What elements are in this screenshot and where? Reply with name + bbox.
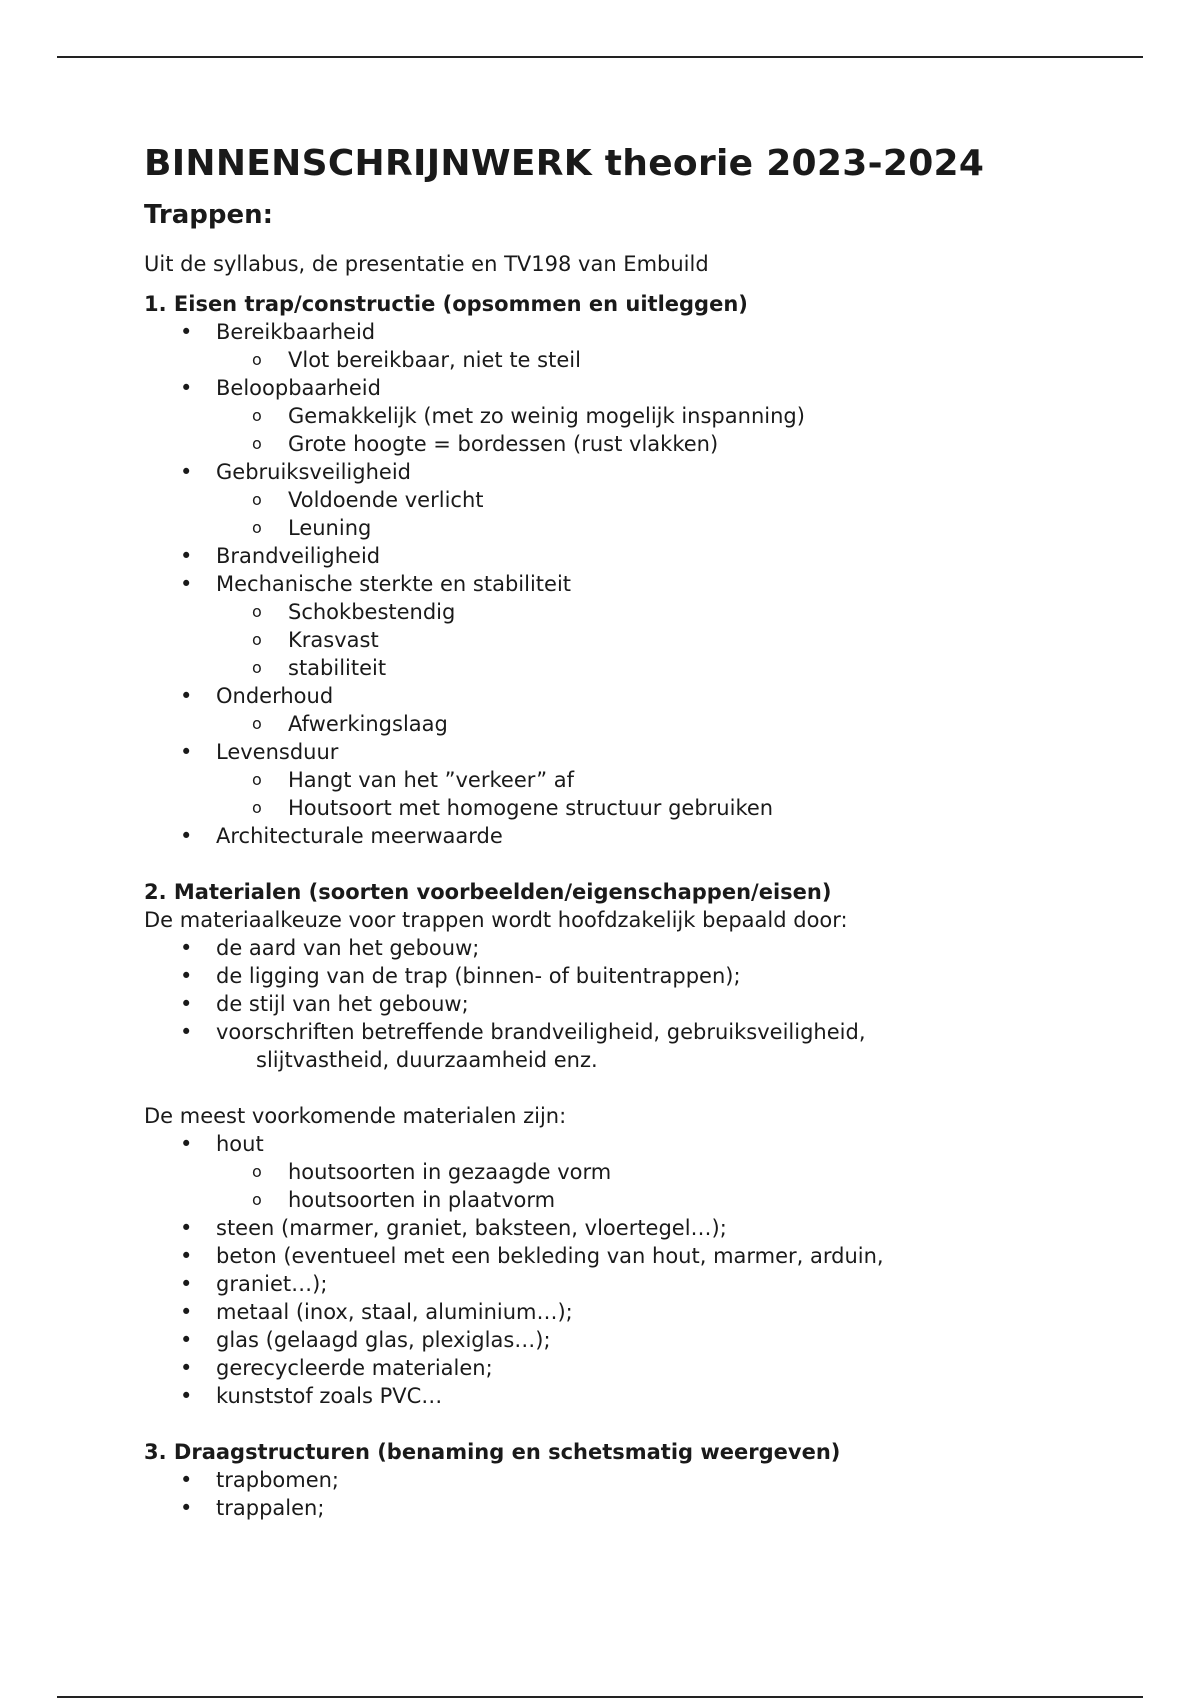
list-item: • gerecycleerde materialen; [144,1354,1104,1382]
sublist [144,1158,1104,1214]
materials-list [144,1130,1104,1410]
sublist-item: o Leuning [144,514,1104,542]
list-item [144,542,1104,570]
list-item: • graniet…); [144,1270,1104,1298]
sublist-item: o Gemakkelijk (met zo weinig mogelijk inspanning) [144,402,1104,430]
list-item [144,1130,1104,1214]
sublist-item: o Voldoende verlicht [144,486,1104,514]
section2-intro: De materiaalkeuze voor trappen wordt hoofdzakelijk bepaald door: [144,908,848,932]
sublist-item: o Grote hoogte = bordessen (rust vlakken) [144,430,1104,458]
sublist [144,766,1104,822]
list-item [144,682,1104,738]
list-item [144,822,1104,850]
list-item-label: Beloopbaarheid [216,376,381,400]
sublist [144,710,1104,738]
bottom-rule [57,1696,1143,1698]
list-item [144,738,1104,822]
sublist-item: o houtsoorten in gezaagde vorm [144,1158,1104,1186]
section1-title: 1. Eisen trap/constructie (opsommen en uitleggen) [144,292,748,316]
sublist-item: o Vlot bereikbaar, niet te steil [144,346,1104,374]
list-item [144,1018,1104,1074]
list-item: • beton (eventueel met een bekleding van hout, marmer, arduin, [144,1242,1104,1270]
list-item-label: Levensduur [216,740,339,764]
sublist-item: o Krasvast [144,626,1104,654]
list-item [144,570,1104,682]
list-item: • kunststof zoals PVC… [144,1382,1104,1410]
sublist [144,402,1104,458]
list-item: • metaal (inox, staal, aluminium…); [144,1298,1104,1326]
sublist-item: o houtsoorten in plaatvorm [144,1186,1104,1214]
sublist-item: o Afwerkingslaag [144,710,1104,738]
sublist-item: o Hangt van het ”verkeer” af [144,766,1104,794]
list-item [144,318,1104,374]
sublist-item: o stabiliteit [144,654,1104,682]
list-item-label: Bereikbaarheid [216,320,376,344]
intro-text: Uit de syllabus, de presentatie en TV198 van Embuild [144,252,709,276]
document-title: BINNENSCHRIJNWERK theorie 2023-2024 [144,143,985,184]
sublist [144,346,1104,374]
sublist [144,486,1104,542]
materials-intro: De meest voorkomende materialen zijn: [144,1104,567,1128]
list-item-line: voorschriften betreffende brandveiligheid, gebruiksveiligheid, [216,1020,866,1044]
list-item: • de aard van het gebouw; [144,934,1104,962]
section2-title: 2. Materialen (soorten voorbeelden/eigenschappen/eisen) [144,880,832,904]
list-item [144,458,1104,542]
sublist-item: o Houtsoort met homogene structuur gebruiken [144,794,1104,822]
sublist [144,598,1104,682]
list-item: • steen (marmer, graniet, baksteen, vloertegel…); [144,1214,1104,1242]
list-item [144,374,1104,458]
section2-factors-list [144,934,1104,1074]
top-rule [57,56,1143,58]
document-body [144,140,1104,1522]
list-item-line-continued: slijtvastheid, duurzaamheid enz. [256,1048,598,1072]
list-item: • trapbomen; [144,1466,1104,1494]
list-item-label: Brandveiligheid [216,544,381,568]
list-item-label: Gebruiksveiligheid [216,460,411,484]
section1-list [144,318,1104,850]
list-item: • de stijl van het gebouw; [144,990,1104,1018]
list-item-label: Onderhoud [216,684,334,708]
list-item-label: hout [216,1132,264,1156]
list-item-label: Mechanische sterkte en stabiliteit [216,572,572,596]
list-item-label: Architecturale meerwaarde [216,824,503,848]
list-item: • trappalen; [144,1494,1104,1522]
list-item: • de ligging van de trap (binnen- of buitentrappen); [144,962,1104,990]
section3-title: 3. Draagstructuren (benaming en schetsmatig weergeven) [144,1440,841,1464]
section3-list [144,1466,1104,1522]
subtitle: Trappen: [144,200,274,230]
sublist-item: o Schokbestendig [144,598,1104,626]
list-item: • glas (gelaagd glas, plexiglas…); [144,1326,1104,1354]
